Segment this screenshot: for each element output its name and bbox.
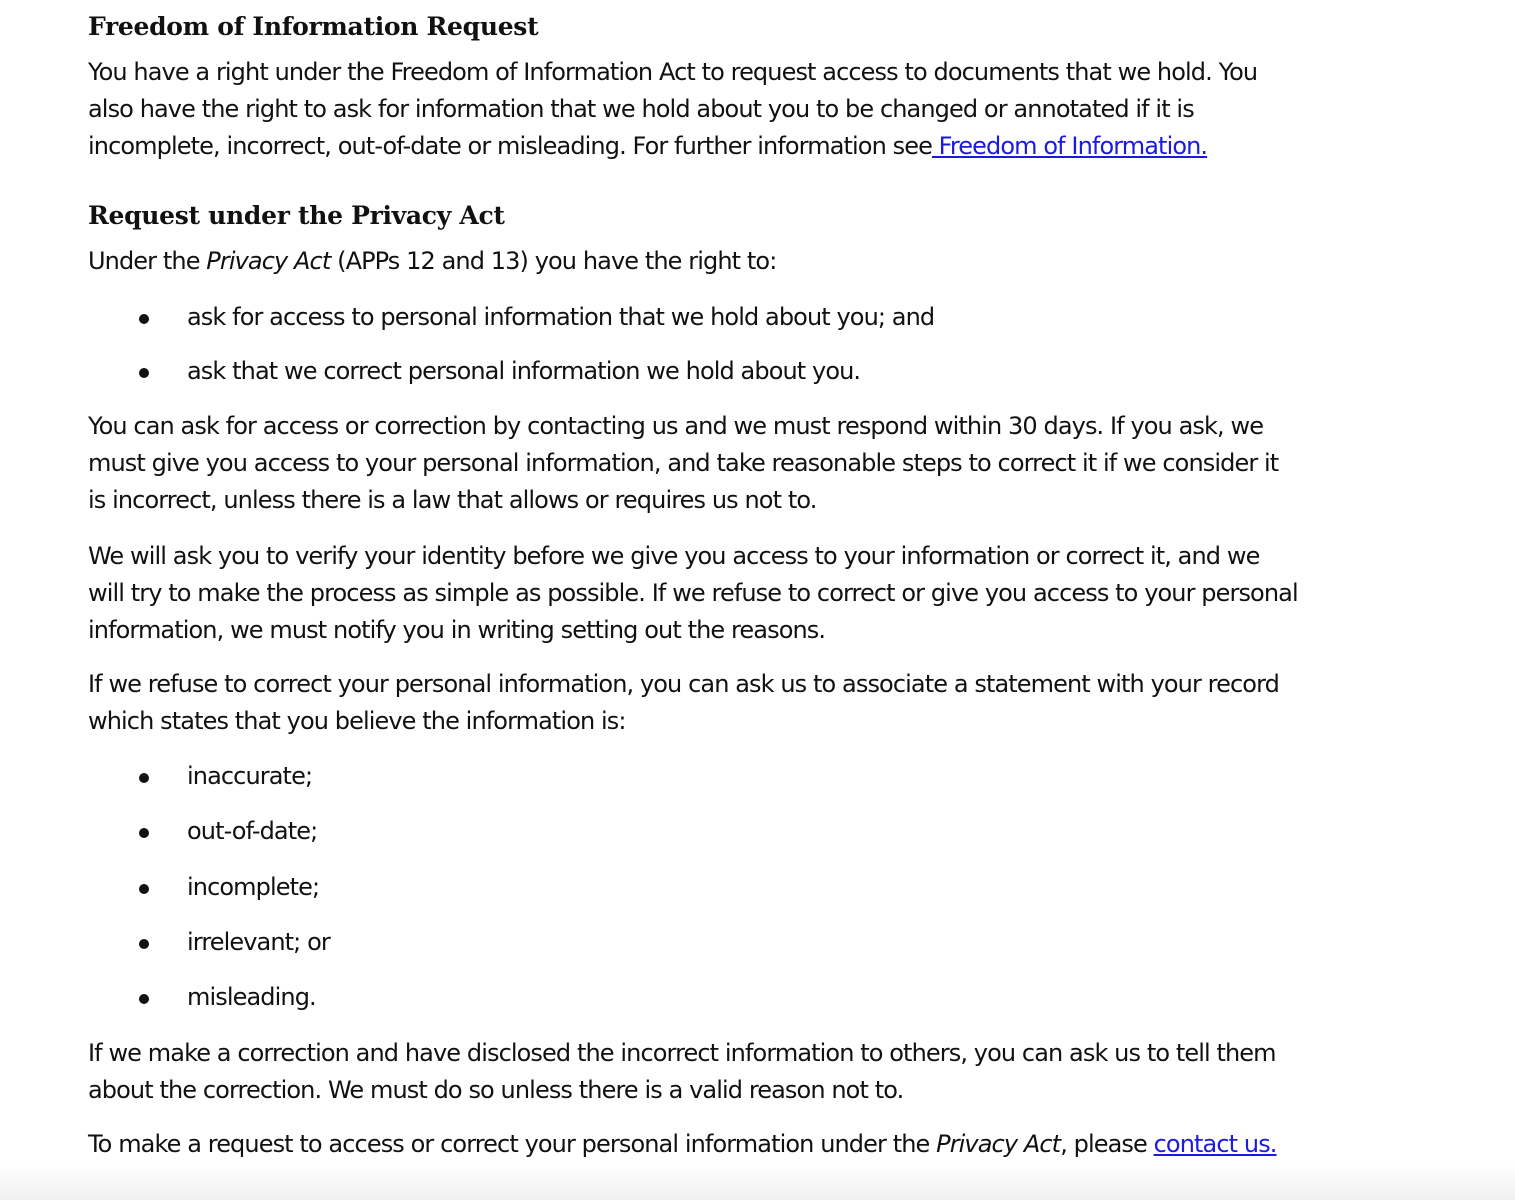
reason-text: misleading. (187, 983, 316, 1011)
verify-paragraph (88, 538, 1298, 649)
privacy-intro-before: Under the (88, 247, 207, 275)
bottom-edge-shadow (0, 1164, 1515, 1200)
closing-act: Privacy Act (936, 1130, 1061, 1158)
privacy-intro (88, 243, 776, 280)
reason-text: out-of-date; (187, 817, 318, 845)
foi-line-1: You have a right under the Freedom of Information Act to request access to documents that we hold. You (88, 58, 1258, 86)
access-paragraph (88, 408, 1278, 519)
bullet-icon (139, 314, 149, 324)
disclosed-line-2: about the correction. We must do so unless there is a valid reason not to. (88, 1076, 904, 1104)
verify-line-2: will try to make the process as simple as possible. If we refuse to correct or give you access to your personal (88, 579, 1298, 607)
bullet-icon (139, 773, 149, 783)
closing-middle: , please (1060, 1130, 1154, 1158)
rights-item-text: ask for access to personal information that we hold about you; and (187, 303, 935, 331)
foi-line-3 (88, 128, 1257, 165)
reason-text: inaccurate; (187, 762, 313, 790)
freedom-of-information-link[interactable]: Freedom of Information. (931, 132, 1208, 160)
reason-text: incomplete; (187, 873, 320, 901)
rights-item-text: ask that we correct personal information we hold about you. (187, 357, 861, 385)
access-line-3: is incorrect, unless there is a law that allows or requires us not to. (88, 486, 817, 514)
closing-paragraph (88, 1126, 1277, 1163)
bullet-icon (139, 939, 149, 949)
verify-line-3: information, we must notify you in writing setting out the reasons. (88, 616, 826, 644)
bullet-icon (139, 994, 149, 1004)
foi-line-3-text: incomplete, incorrect, out-of-date or misleading. For further information see (88, 132, 932, 160)
foi-heading: Freedom of Information Request (88, 12, 539, 41)
access-line-1: You can ask for access or correction by contacting us and we must respond within 30 days. If you ask, we (88, 412, 1264, 440)
refuse-paragraph (88, 666, 1279, 740)
foi-line-2: also have the right to ask for information that we hold about you to be changed or annotated if it is (88, 95, 1194, 123)
closing-before: To make a request to access or correct your personal information under the (88, 1130, 937, 1158)
privacy-intro-act: Privacy Act (206, 247, 331, 275)
reason-text: irrelevant; or (187, 928, 330, 956)
contact-us-link[interactable]: contact us. (1153, 1130, 1277, 1158)
privacy-intro-after: (APPs 12 and 13) you have the right to: (330, 247, 777, 275)
refuse-line-2: which states that you believe the information is: (88, 707, 626, 735)
foi-paragraph (88, 54, 1257, 165)
disclosed-paragraph (88, 1035, 1276, 1109)
bullet-icon (139, 828, 149, 838)
privacy-heading: Request under the Privacy Act (88, 201, 505, 230)
bullet-icon (139, 884, 149, 894)
refuse-line-1: If we refuse to correct your personal information, you can ask us to associate a statement with your record (88, 670, 1279, 698)
bullet-icon (139, 368, 149, 378)
access-line-2: must give you access to your personal information, and take reasonable steps to correct it if we consider it (88, 449, 1279, 477)
verify-line-1: We will ask you to verify your identity before we give you access to your information or correct it, and we (88, 542, 1260, 570)
disclosed-line-1: If we make a correction and have disclosed the incorrect information to others, you can ask us to tell them (88, 1039, 1276, 1067)
